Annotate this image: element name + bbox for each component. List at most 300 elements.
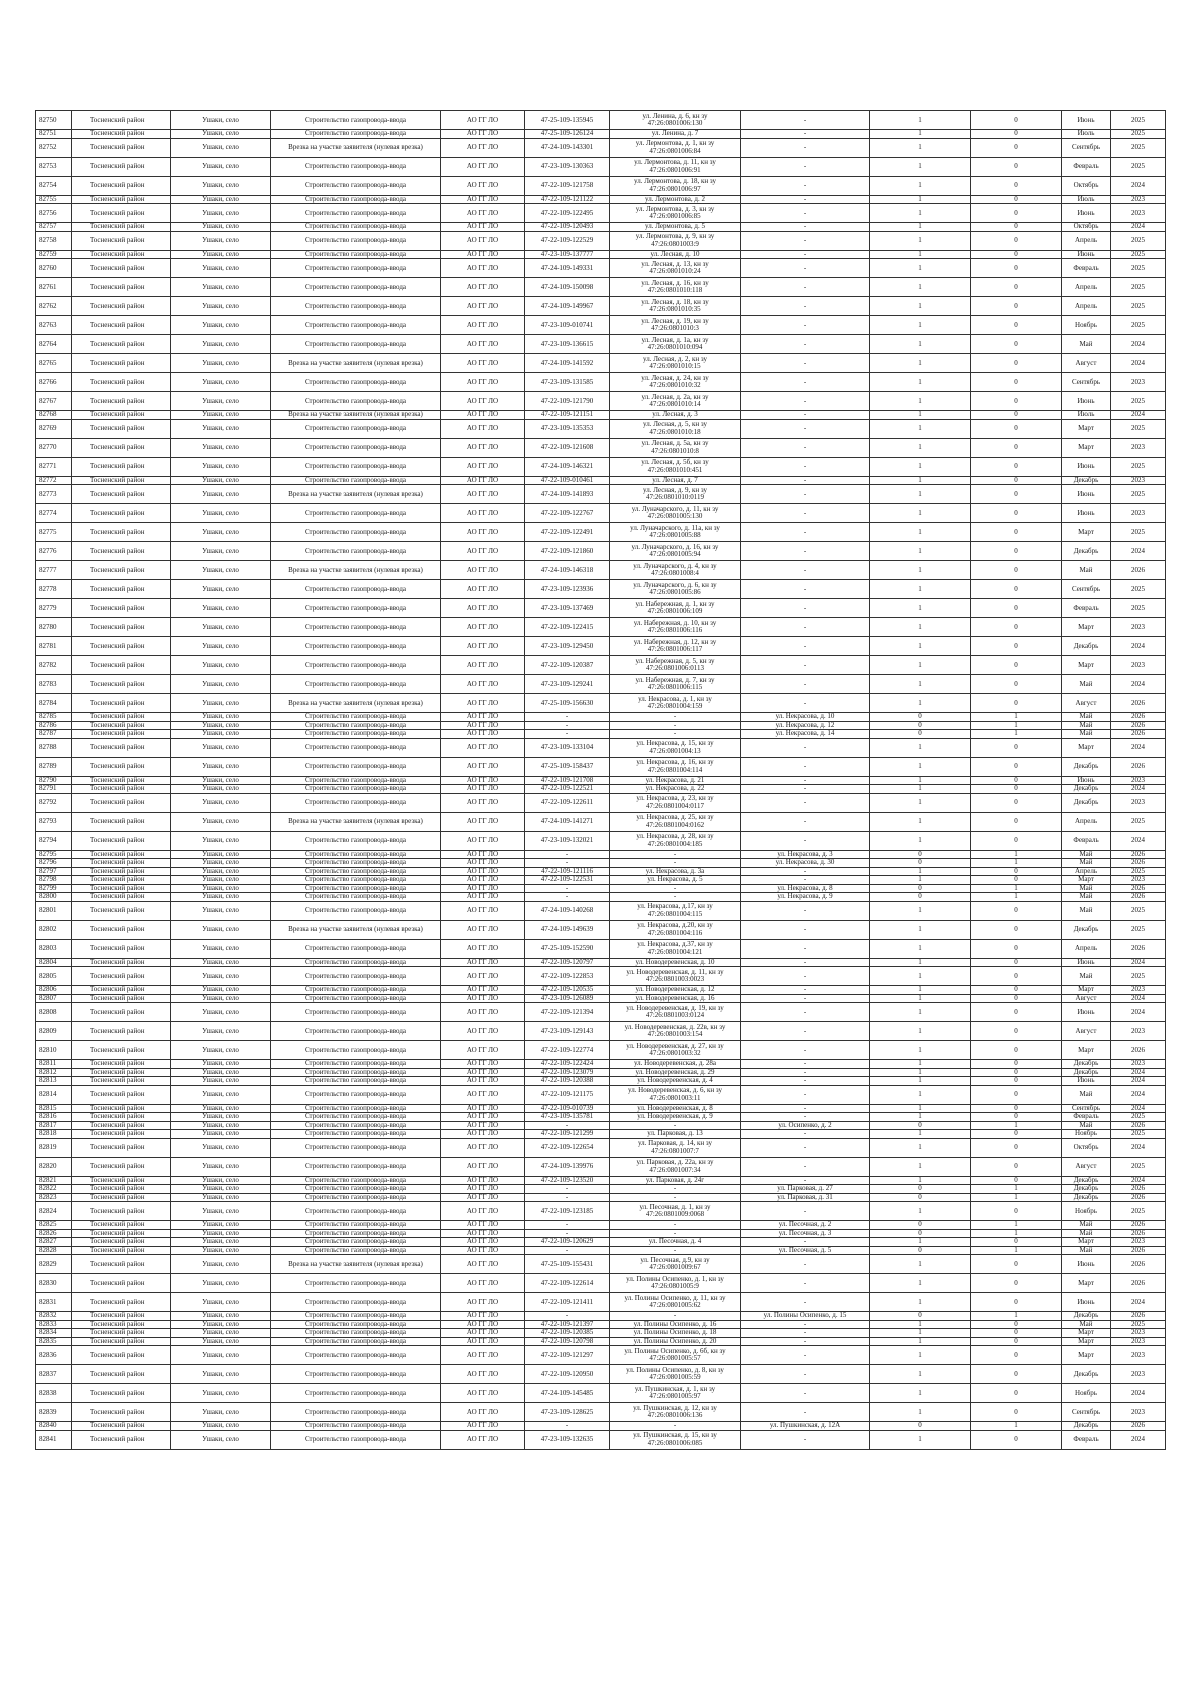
settlement-cell: Ушаки, село <box>171 785 271 794</box>
cadastral-address-cell: ул. Лермонтова, д. 9, кн зу 47:26:0801003:9 <box>610 231 741 250</box>
count-a-cell: 1 <box>870 1157 971 1176</box>
settlement-cell: Ушаки, село <box>171 335 271 354</box>
table-row <box>36 939 1166 958</box>
address-cell: - <box>741 1041 870 1060</box>
object-number-cell: 82791 <box>36 785 72 794</box>
address-cell: - <box>741 130 870 139</box>
month-cell: Апрель <box>1062 867 1111 876</box>
address-cell: - <box>741 1003 870 1022</box>
operator-cell: АО ГГ ЛО <box>441 884 525 893</box>
count-b-cell: 0 <box>971 618 1062 637</box>
year-cell: 2024 <box>1111 176 1166 195</box>
year-cell: 2025 <box>1111 580 1166 599</box>
operator-cell: АО ГГ ЛО <box>441 1403 525 1422</box>
count-b-cell: 0 <box>971 138 1062 157</box>
address-cell: - <box>741 831 870 850</box>
district-cell: Тосненский район <box>72 1130 171 1139</box>
count-a-cell: 1 <box>870 986 971 995</box>
table-row <box>36 1229 1166 1238</box>
address-cell: - <box>741 1113 870 1122</box>
count-a-cell: 0 <box>870 1193 971 1202</box>
settlement-cell: Ушаки, село <box>171 476 271 485</box>
table-row <box>36 278 1166 297</box>
address-cell: ул. Песочная, д. 3 <box>741 1229 870 1238</box>
year-cell: 2023 <box>1111 986 1166 995</box>
month-cell: Май <box>1062 713 1111 722</box>
table-row <box>36 1157 1166 1176</box>
address-cell: - <box>741 1060 870 1069</box>
settlement-cell: Ушаки, село <box>171 561 271 580</box>
work-type-cell: Строительство газопровода-ввода <box>271 1003 441 1022</box>
year-cell: 2025 <box>1111 297 1166 316</box>
work-type-cell: Строительство газопровода-ввода <box>271 111 441 130</box>
cadastral-address-cell: ул. Лермонтова, д. 11, кн зу 47:26:0801006:91 <box>610 157 741 176</box>
year-cell: 2024 <box>1111 1077 1166 1086</box>
operator-cell: АО ГГ ЛО <box>441 1104 525 1113</box>
address-cell: - <box>741 1085 870 1104</box>
table-row <box>36 176 1166 195</box>
application-number-cell: - <box>525 1193 610 1202</box>
table-row <box>36 1403 1166 1422</box>
cadastral-address-cell: ул. Набережная, д. 1, кн зу 47:26:0801006:109 <box>610 599 741 618</box>
address-cell: - <box>741 785 870 794</box>
count-a-cell: 1 <box>870 561 971 580</box>
work-type-cell: Строительство газопровода-ввода <box>271 259 441 278</box>
table-row <box>36 901 1166 920</box>
count-b-cell: 0 <box>971 438 1062 457</box>
object-number-cell: 82759 <box>36 250 72 259</box>
address-cell: ул. Некрасова, д. 8 <box>741 884 870 893</box>
operator-cell: АО ГГ ЛО <box>441 231 525 250</box>
cadastral-address-cell: ул. Набережная, д. 7, кн зу 47:26:0801006:115 <box>610 675 741 694</box>
year-cell: 2023 <box>1111 204 1166 223</box>
district-cell: Тосненский район <box>72 419 171 438</box>
work-type-cell: Строительство газопровода-ввода <box>271 1185 441 1194</box>
count-a-cell: 1 <box>870 354 971 373</box>
settlement-cell: Ушаки, село <box>171 986 271 995</box>
count-b-cell: 1 <box>971 884 1062 893</box>
address-cell: ул. Парковая, д. 27 <box>741 1185 870 1194</box>
year-cell: 2026 <box>1111 1041 1166 1060</box>
month-cell: Май <box>1062 1246 1111 1255</box>
cadastral-address-cell: ул. Песочная, д.9, кн зу 47:26:0801009:67 <box>610 1255 741 1274</box>
object-number-cell: 82814 <box>36 1085 72 1104</box>
count-a-cell: 0 <box>870 721 971 730</box>
year-cell: 2023 <box>1111 1365 1166 1384</box>
application-number-cell: 47-22-109-121116 <box>525 867 610 876</box>
operator-cell: АО ГГ ЛО <box>441 1422 525 1431</box>
address-cell: - <box>741 1337 870 1346</box>
object-number-cell: 82810 <box>36 1041 72 1060</box>
cadastral-address-cell: ул. Лесная, д. 19, кн зу 47:26:0801010:3 <box>610 316 741 335</box>
district-cell: Тосненский район <box>72 757 171 776</box>
table-row <box>36 504 1166 523</box>
district-cell: Тосненский район <box>72 694 171 713</box>
count-b-cell: 0 <box>971 1176 1062 1185</box>
application-number-cell: 47-22-109-120493 <box>525 223 610 232</box>
district-cell: Тосненский район <box>72 994 171 1003</box>
application-number-cell: 47-22-109-010739 <box>525 1104 610 1113</box>
address-cell: - <box>741 967 870 986</box>
cadastral-address-cell: - <box>610 1193 741 1202</box>
address-cell: - <box>741 1430 870 1449</box>
address-cell: - <box>741 231 870 250</box>
count-b-cell: 0 <box>971 876 1062 885</box>
count-a-cell: 1 <box>870 1176 971 1185</box>
district-cell: Тосненский район <box>72 958 171 967</box>
object-number-cell: 82822 <box>36 1185 72 1194</box>
address-cell: - <box>741 1238 870 1247</box>
year-cell: 2025 <box>1111 1130 1166 1139</box>
operator-cell: АО ГГ ЛО <box>441 1085 525 1104</box>
settlement-cell: Ушаки, село <box>171 1121 271 1130</box>
work-type-cell: Строительство газопровода-ввода <box>271 1346 441 1365</box>
address-cell: - <box>741 1320 870 1329</box>
district-cell: Тосненский район <box>72 223 171 232</box>
table-row <box>36 1329 1166 1338</box>
object-number-cell: 82821 <box>36 1176 72 1185</box>
count-b-cell: 0 <box>971 1003 1062 1022</box>
work-type-cell: Строительство газопровода-ввода <box>271 523 441 542</box>
month-cell: Декабрь <box>1062 920 1111 939</box>
table-row <box>36 884 1166 893</box>
year-cell: 2024 <box>1111 1384 1166 1403</box>
address-cell: - <box>741 411 870 420</box>
address-cell: ул. Некрасова, д. 3 <box>741 850 870 859</box>
operator-cell: АО ГГ ЛО <box>441 1077 525 1086</box>
table-row <box>36 1293 1166 1312</box>
settlement-cell: Ушаки, село <box>171 1130 271 1139</box>
application-number-cell: 47-22-109-120798 <box>525 1337 610 1346</box>
work-type-cell: Строительство газопровода-ввода <box>271 373 441 392</box>
month-cell: Декабрь <box>1062 637 1111 656</box>
cadastral-address-cell: ул. Лесная, д. 2а, кн зу 47:26:0801010:14 <box>610 392 741 411</box>
settlement-cell: Ушаки, село <box>171 392 271 411</box>
settlement-cell: Ушаки, село <box>171 580 271 599</box>
application-number-cell: 47-23-109-129143 <box>525 1022 610 1041</box>
work-type-cell: Строительство газопровода-ввода <box>271 1337 441 1346</box>
count-a-cell: 1 <box>870 1060 971 1069</box>
work-type-cell: Строительство газопровода-ввода <box>271 893 441 902</box>
settlement-cell: Ушаки, село <box>171 1113 271 1122</box>
address-cell: - <box>741 278 870 297</box>
work-type-cell: Строительство газопровода-ввода <box>271 1246 441 1255</box>
address-cell: ул. Песочная, д. 2 <box>741 1221 870 1230</box>
application-number-cell: 47-22-109-120629 <box>525 1238 610 1247</box>
count-b-cell: 0 <box>971 958 1062 967</box>
month-cell: Декабрь <box>1062 793 1111 812</box>
table-row <box>36 1346 1166 1365</box>
settlement-cell: Ушаки, село <box>171 738 271 757</box>
cadastral-address-cell: ул. Песочная, д. 4 <box>610 1238 741 1247</box>
address-cell: - <box>741 111 870 130</box>
table-row <box>36 1185 1166 1194</box>
work-type-cell: Строительство газопровода-ввода <box>271 231 441 250</box>
district-cell: Тосненский район <box>72 335 171 354</box>
year-cell: 2024 <box>1111 1293 1166 1312</box>
count-a-cell: 1 <box>870 675 971 694</box>
table-row <box>36 204 1166 223</box>
count-b-cell: 1 <box>971 730 1062 739</box>
count-a-cell: 1 <box>870 1346 971 1365</box>
year-cell: 2023 <box>1111 1403 1166 1422</box>
work-type-cell: Строительство газопровода-ввода <box>271 223 441 232</box>
settlement-cell: Ушаки, село <box>171 231 271 250</box>
month-cell: Сентябрь <box>1062 1104 1111 1113</box>
count-a-cell: 1 <box>870 1238 971 1247</box>
application-number-cell: 47-23-109-130363 <box>525 157 610 176</box>
count-a-cell: 1 <box>870 157 971 176</box>
district-cell: Тосненский район <box>72 138 171 157</box>
count-b-cell: 0 <box>971 1274 1062 1293</box>
district-cell: Тосненский район <box>72 1430 171 1449</box>
operator-cell: АО ГГ ЛО <box>441 157 525 176</box>
object-number-cell: 82801 <box>36 901 72 920</box>
cadastral-address-cell: ул. Некрасова, д. 25, кн зу 47:26:0801004:0162 <box>610 812 741 831</box>
settlement-cell: Ушаки, село <box>171 419 271 438</box>
work-type-cell: Строительство газопровода-ввода <box>271 176 441 195</box>
settlement-cell: Ушаки, село <box>171 1422 271 1431</box>
month-cell: Декабрь <box>1062 1068 1111 1077</box>
work-type-cell: Строительство газопровода-ввода <box>271 884 441 893</box>
year-cell: 2024 <box>1111 1104 1166 1113</box>
count-b-cell: 0 <box>971 1320 1062 1329</box>
count-a-cell: 0 <box>870 850 971 859</box>
cadastral-address-cell: ул. Некрасова, д. 28, кн зу 47:26:0801004:185 <box>610 831 741 850</box>
object-number-cell: 82782 <box>36 656 72 675</box>
application-number-cell: 47-22-109-121608 <box>525 438 610 457</box>
application-number-cell: 47-23-109-132021 <box>525 831 610 850</box>
object-number-cell: 82812 <box>36 1068 72 1077</box>
object-number-cell: 82831 <box>36 1293 72 1312</box>
count-b-cell: 0 <box>971 694 1062 713</box>
settlement-cell: Ушаки, село <box>171 1430 271 1449</box>
count-b-cell: 0 <box>971 373 1062 392</box>
table-row <box>36 618 1166 637</box>
object-number-cell: 82830 <box>36 1274 72 1293</box>
count-b-cell: 0 <box>971 419 1062 438</box>
work-type-cell: Строительство газопровода-ввода <box>271 1104 441 1113</box>
month-cell: Март <box>1062 1346 1111 1365</box>
settlement-cell: Ушаки, село <box>171 1365 271 1384</box>
cadastral-address-cell: ул. Некрасова, д. 16, кн зу 47:26:0801004:114 <box>610 757 741 776</box>
year-cell: 2024 <box>1111 831 1166 850</box>
year-cell: 2023 <box>1111 1022 1166 1041</box>
application-number-cell: 47-22-109-122415 <box>525 618 610 637</box>
cadastral-address-cell: ул. Луначарского, д. 11а, кн зу 47:26:0801005:88 <box>610 523 741 542</box>
operator-cell: АО ГГ ЛО <box>441 392 525 411</box>
application-number-cell: 47-23-109-133104 <box>525 738 610 757</box>
application-number-cell: 47-22-109-122767 <box>525 504 610 523</box>
object-number-cell: 82769 <box>36 419 72 438</box>
month-cell: Сентябрь <box>1062 373 1111 392</box>
count-b-cell: 0 <box>971 1202 1062 1221</box>
year-cell: 2023 <box>1111 195 1166 204</box>
operator-cell: АО ГГ ЛО <box>441 259 525 278</box>
count-a-cell: 1 <box>870 419 971 438</box>
year-cell: 2023 <box>1111 1238 1166 1247</box>
operator-cell: АО ГГ ЛО <box>441 1068 525 1077</box>
count-a-cell: 0 <box>870 1422 971 1431</box>
settlement-cell: Ушаки, село <box>171 1274 271 1293</box>
count-b-cell: 0 <box>971 1022 1062 1041</box>
district-cell: Тосненский район <box>72 738 171 757</box>
table-row <box>36 1077 1166 1086</box>
year-cell: 2023 <box>1111 1060 1166 1069</box>
object-number-cell: 82753 <box>36 157 72 176</box>
count-b-cell: 0 <box>971 231 1062 250</box>
count-a-cell: 1 <box>870 1003 971 1022</box>
cadastral-address-cell: ул. Лермонтова, д. 5 <box>610 223 741 232</box>
district-cell: Тосненский район <box>72 1085 171 1104</box>
operator-cell: АО ГГ ЛО <box>441 523 525 542</box>
year-cell: 2025 <box>1111 259 1166 278</box>
work-type-cell: Строительство газопровода-ввода <box>271 721 441 730</box>
count-b-cell: 0 <box>971 457 1062 476</box>
operator-cell: АО ГГ ЛО <box>441 812 525 831</box>
cadastral-address-cell: ул. Песочная, д. 1, кн зу 47:26:0801009:0068 <box>610 1202 741 1221</box>
document-page <box>35 110 1166 1450</box>
settlement-cell: Ушаки, село <box>171 893 271 902</box>
table-row <box>36 411 1166 420</box>
month-cell: Август <box>1062 354 1111 373</box>
month-cell: Июнь <box>1062 392 1111 411</box>
operator-cell: АО ГГ ЛО <box>441 694 525 713</box>
table-row <box>36 1221 1166 1230</box>
object-number-cell: 82760 <box>36 259 72 278</box>
settlement-cell: Ушаки, село <box>171 793 271 812</box>
month-cell: Март <box>1062 1337 1111 1346</box>
month-cell: Февраль <box>1062 259 1111 278</box>
cadastral-address-cell: ул. Некрасова, д. 15, кн зу 47:26:0801004:13 <box>610 738 741 757</box>
settlement-cell: Ушаки, село <box>171 1229 271 1238</box>
table-body <box>36 111 1166 1450</box>
count-a-cell: 1 <box>870 785 971 794</box>
application-number-cell: 47-24-109-149967 <box>525 297 610 316</box>
operator-cell: АО ГГ ЛО <box>441 1430 525 1449</box>
year-cell: 2026 <box>1111 1255 1166 1274</box>
object-number-cell: 82776 <box>36 542 72 561</box>
count-a-cell: 1 <box>870 1077 971 1086</box>
object-number-cell: 82787 <box>36 730 72 739</box>
work-type-cell: Врезка на участке заявителя (нулевая врезка) <box>271 694 441 713</box>
operator-cell: АО ГГ ЛО <box>441 1229 525 1238</box>
settlement-cell: Ушаки, село <box>171 438 271 457</box>
year-cell: 2024 <box>1111 785 1166 794</box>
cadastral-address-cell: ул. Лермонтова, д. 3, кн зу 47:26:0801006:85 <box>610 204 741 223</box>
month-cell: Июнь <box>1062 111 1111 130</box>
address-cell: - <box>741 1255 870 1274</box>
month-cell: Май <box>1062 561 1111 580</box>
year-cell: 2024 <box>1111 1176 1166 1185</box>
settlement-cell: Ушаки, село <box>171 867 271 876</box>
address-cell: - <box>741 776 870 785</box>
application-number-cell: 47-22-109-010461 <box>525 476 610 485</box>
work-type-cell: Строительство газопровода-ввода <box>271 675 441 694</box>
work-type-cell: Врезка на участке заявителя (нулевая врезка) <box>271 920 441 939</box>
district-cell: Тосненский район <box>72 1255 171 1274</box>
district-cell: Тосненский район <box>72 920 171 939</box>
object-number-cell: 82807 <box>36 994 72 1003</box>
month-cell: Март <box>1062 438 1111 457</box>
table-row <box>36 438 1166 457</box>
application-number-cell: 47-22-109-122611 <box>525 793 610 812</box>
count-b-cell: 0 <box>971 223 1062 232</box>
district-cell: Тосненский район <box>72 392 171 411</box>
table-row <box>36 250 1166 259</box>
month-cell: Май <box>1062 893 1111 902</box>
count-a-cell: 1 <box>870 967 971 986</box>
address-cell: - <box>741 157 870 176</box>
work-type-cell: Строительство газопровода-ввода <box>271 1221 441 1230</box>
month-cell: Август <box>1062 1022 1111 1041</box>
cadastral-address-cell: - <box>610 1185 741 1194</box>
month-cell: Март <box>1062 419 1111 438</box>
cadastral-address-cell: ул. Пушкинская, д. 12, кн зу 47:26:0801006:136 <box>610 1403 741 1422</box>
count-a-cell: 1 <box>870 599 971 618</box>
month-cell: Октябрь <box>1062 176 1111 195</box>
address-cell: - <box>741 656 870 675</box>
cadastral-address-cell: - <box>610 1422 741 1431</box>
cadastral-address-cell: ул. Парковая, д. 22а, кн зу 47:26:0801007:34 <box>610 1157 741 1176</box>
object-number-cell: 82834 <box>36 1329 72 1338</box>
cadastral-address-cell: ул. Лесная, д. 1а, кн зу 47:26:0801010:094 <box>610 335 741 354</box>
object-number-cell: 82795 <box>36 850 72 859</box>
month-cell: Декабрь <box>1062 1365 1111 1384</box>
object-number-cell: 82770 <box>36 438 72 457</box>
count-b-cell: 0 <box>971 785 1062 794</box>
table-row <box>36 867 1166 876</box>
month-cell: Июнь <box>1062 204 1111 223</box>
count-a-cell: 1 <box>870 939 971 958</box>
year-cell: 2025 <box>1111 157 1166 176</box>
settlement-cell: Ушаки, село <box>171 618 271 637</box>
application-number-cell: 47-22-109-120387 <box>525 656 610 675</box>
month-cell: Июнь <box>1062 250 1111 259</box>
object-number-cell: 82829 <box>36 1255 72 1274</box>
count-a-cell: 1 <box>870 1384 971 1403</box>
cadastral-address-cell: ул. Лесная, д. 7 <box>610 476 741 485</box>
settlement-cell: Ушаки, село <box>171 850 271 859</box>
year-cell: 2025 <box>1111 523 1166 542</box>
operator-cell: АО ГГ ЛО <box>441 580 525 599</box>
count-a-cell: 1 <box>870 1068 971 1077</box>
work-type-cell: Строительство газопровода-ввода <box>271 831 441 850</box>
month-cell: Май <box>1062 675 1111 694</box>
cadastral-address-cell: - <box>610 1221 741 1230</box>
year-cell: 2024 <box>1111 411 1166 420</box>
count-a-cell: 1 <box>870 523 971 542</box>
object-number-cell: 82779 <box>36 599 72 618</box>
district-cell: Тосненский район <box>72 675 171 694</box>
work-type-cell: Строительство газопровода-ввода <box>271 157 441 176</box>
year-cell: 2025 <box>1111 250 1166 259</box>
table-row <box>36 316 1166 335</box>
district-cell: Тосненский район <box>72 1202 171 1221</box>
district-cell: Тосненский район <box>72 730 171 739</box>
operator-cell: АО ГГ ЛО <box>441 637 525 656</box>
table-row <box>36 335 1166 354</box>
year-cell: 2023 <box>1111 373 1166 392</box>
operator-cell: АО ГГ ЛО <box>441 1193 525 1202</box>
count-b-cell: 0 <box>971 204 1062 223</box>
table-row <box>36 1422 1166 1431</box>
district-cell: Тосненский район <box>72 259 171 278</box>
application-number-cell: 47-25-109-155431 <box>525 1255 610 1274</box>
district-cell: Тосненский район <box>72 1104 171 1113</box>
work-type-cell: Строительство газопровода-ввода <box>271 438 441 457</box>
work-type-cell: Строительство газопровода-ввода <box>271 278 441 297</box>
